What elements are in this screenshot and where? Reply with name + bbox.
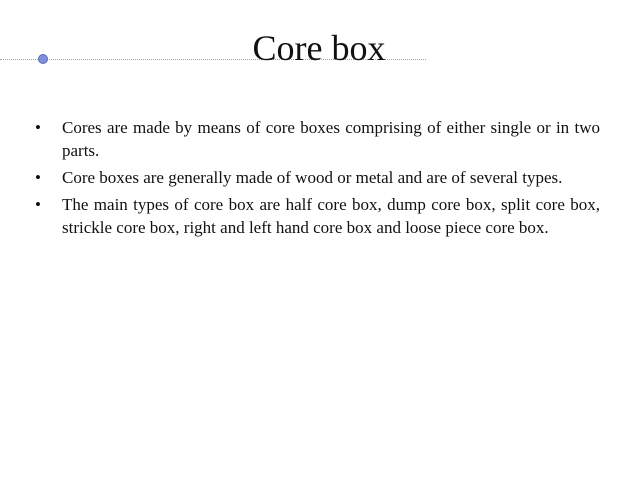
bullet-text: Cores are made by means of core boxes comprising of either single or in two parts. xyxy=(62,118,600,160)
bullet-list xyxy=(35,116,600,243)
bullet-item xyxy=(35,166,600,189)
bullet-icon: • xyxy=(35,168,41,187)
bullet-item xyxy=(35,116,600,162)
bullet-icon: • xyxy=(35,195,41,214)
bullet-text: The main types of core box are half core box, dump core box, split core box, strickle core box, right and left hand core box and loose piece core box. xyxy=(62,195,600,237)
bullet-icon: • xyxy=(35,118,41,137)
bullet-text: Core boxes are generally made of wood or metal and are of several types. xyxy=(62,168,563,187)
bullet-item xyxy=(35,193,600,239)
slide-title: Core box xyxy=(252,28,386,68)
